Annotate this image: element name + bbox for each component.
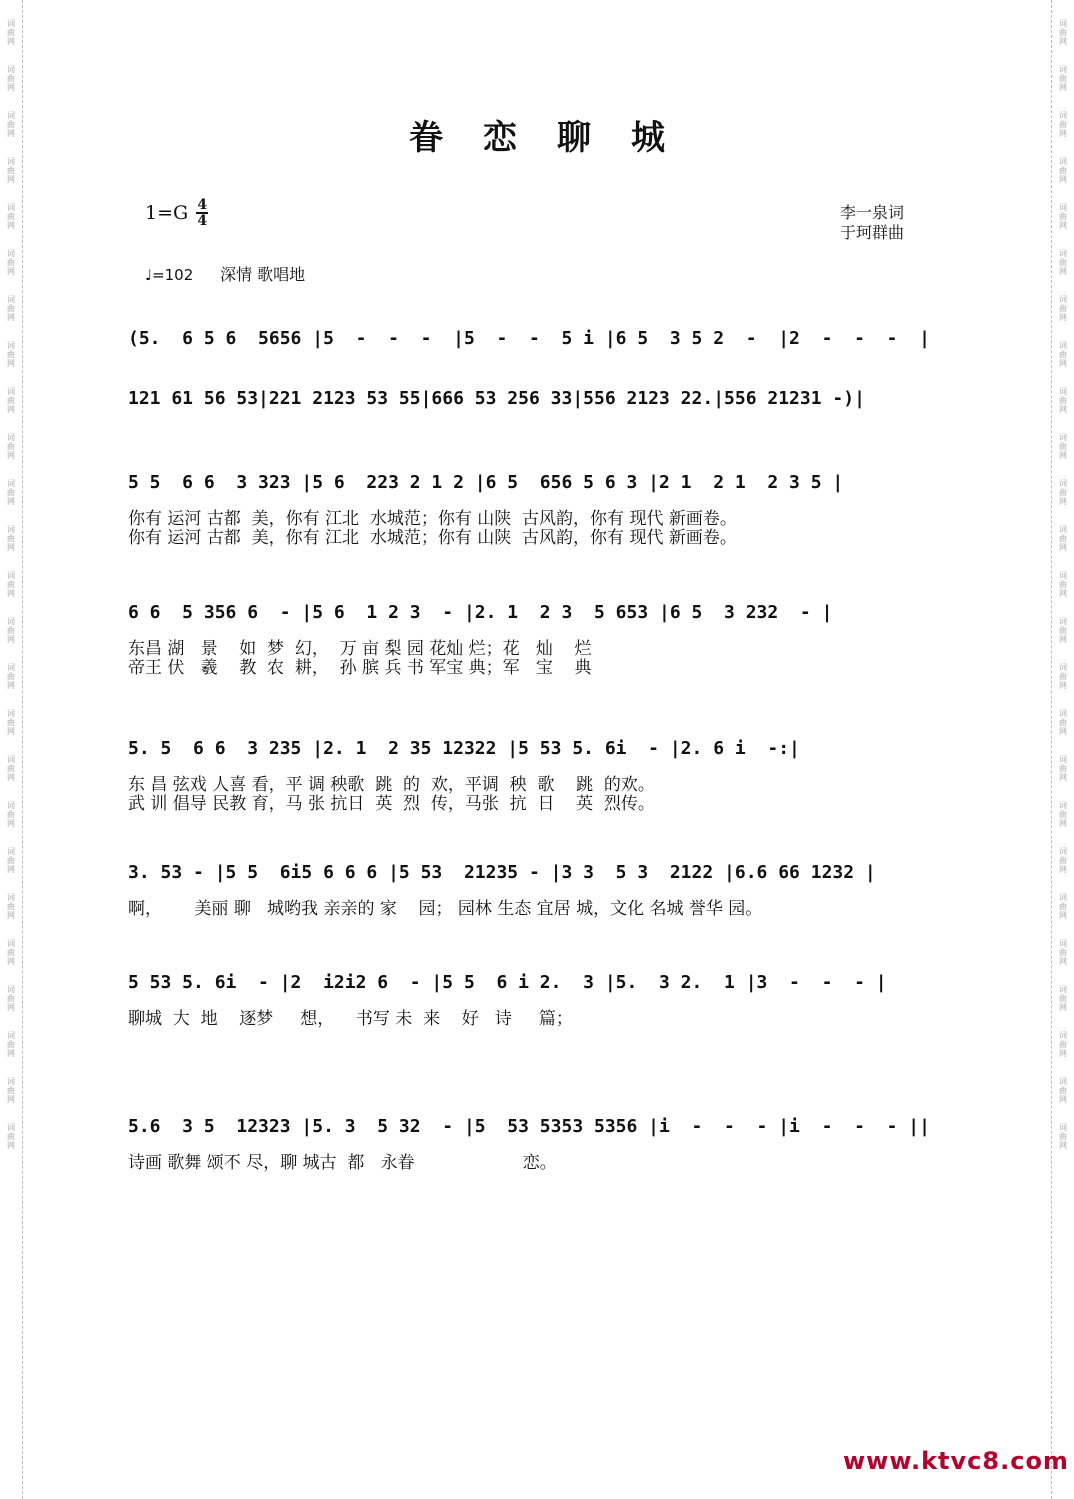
watermark-text: 词曲网 — [1059, 939, 1067, 966]
watermark-text: 词曲网 — [7, 1077, 15, 1104]
score-system — [128, 970, 948, 1029]
watermark-text: 词曲网 — [1059, 525, 1067, 552]
song-title: 眷恋聊城 — [409, 118, 705, 158]
lyric-line: 诗画 歌舞 颂不 尽，聊 城古 都 永眷 恋。 — [128, 1153, 557, 1173]
watermark-text: 词曲网 — [1059, 203, 1067, 230]
key-tonic: 1=G — [145, 202, 189, 224]
watermark-text: 词曲网 — [1059, 893, 1067, 920]
time-bottom: 4 — [197, 213, 208, 229]
lyric-line: 东 昌 弦戏 人喜 看，平 调 秧歌 跳 的 欢，平调 秧 歌 跳 的欢。 — [128, 775, 655, 795]
watermark-text: 词曲网 — [7, 985, 15, 1012]
score-system — [128, 860, 948, 919]
credits — [840, 203, 904, 243]
watermark-text: 词曲网 — [1059, 157, 1067, 184]
watermark-text: 词曲网 — [7, 801, 15, 828]
notation-line: 5. 5 6 6 3 235 |2. 1 2 35 12322 |5 53 5. 6i - |2. 6 i -:| — [128, 738, 800, 759]
watermark-text: 词曲网 — [1059, 801, 1067, 828]
lyricist: 李一泉词 — [840, 203, 905, 222]
watermark-text: 词曲网 — [7, 571, 15, 598]
watermark-text: 词曲网 — [1059, 19, 1067, 46]
tempo-bpm: ♩=102 — [145, 266, 194, 284]
lyric-line: 东昌 湖 景 如 梦 幻， 万 亩 梨 园 花灿 烂；花 灿 烂 — [128, 639, 592, 659]
watermark-text: 词曲网 — [1059, 249, 1067, 276]
watermark-text: 词曲网 — [1059, 755, 1067, 782]
score-system — [128, 470, 948, 548]
composer: 于珂群曲 — [840, 223, 905, 242]
notation-line: 5 5 6 6 3 323 |5 6 223 2 1 2 |6 5 656 5 6 3 |2 1 2 1 2 3 5 | — [128, 472, 844, 493]
watermark-text: 词曲网 — [7, 1031, 15, 1058]
watermark-text: 词曲网 — [7, 755, 15, 782]
watermark-text: 词曲网 — [1059, 571, 1067, 598]
watermark-text: 词曲网 — [1059, 1077, 1067, 1104]
tempo-mood: 深情 歌唱地 — [220, 265, 306, 284]
watermark-text: 词曲网 — [7, 847, 15, 874]
watermark-text: 词曲网 — [1059, 387, 1067, 414]
time-signature — [196, 198, 208, 228]
watermark-text: 词曲网 — [1059, 479, 1067, 506]
watermark-text: 词曲网 — [7, 525, 15, 552]
tempo-marking — [145, 262, 305, 285]
watermark-text: 词曲网 — [1059, 847, 1067, 874]
footer-site: www.ktvc8.com — [843, 1447, 1069, 1475]
lyric-line: 聊城 大 地 逐梦 想， 书写 未 来 好 诗 篇； — [128, 1009, 573, 1029]
left-watermark-strip — [0, 0, 23, 1499]
watermark-text: 词曲网 — [7, 479, 15, 506]
watermark-text: 词曲网 — [1059, 663, 1067, 690]
watermark-text: 词曲网 — [7, 387, 15, 414]
notation-line: 5 53 5. 6i - |2 i2i2 6 - |5 5 6 i 2. 3 |5. 3 2. 1 |3 - - - | — [128, 972, 887, 993]
notation-line: 3. 53 - |5 5 6i5 6 6 6 |5 53 21235 - |3 3 5 3 2122 |6.6 66 1232 | — [128, 862, 876, 883]
watermark-text: 词曲网 — [1059, 1031, 1067, 1058]
watermark-text: 词曲网 — [1059, 1123, 1067, 1150]
lyric-line: 武 训 倡导 民教 育，马 张 抗日 英 烈 传，马张 抗 日 英 烈传。 — [128, 794, 655, 814]
time-top: 4 — [197, 197, 208, 213]
watermark-text: 词曲网 — [1059, 111, 1067, 138]
watermark-text: 词曲网 — [1059, 341, 1067, 368]
lyric-line: 你有 运河 古都 美，你有 江北 水城范；你有 山陕 古风韵，你有 现代 新画卷。 — [128, 528, 737, 548]
lyric-line: 你有 运河 古都 美，你有 江北 水城范；你有 山陕 古风韵，你有 现代 新画卷。 — [128, 509, 737, 529]
watermark-text: 词曲网 — [7, 939, 15, 966]
notation-line: 6 6 5 356 6 - |5 6 1 2 3 - |2. 1 2 3 5 653 |6 5 3 232 - | — [128, 602, 833, 623]
watermark-text: 词曲网 — [7, 1123, 15, 1150]
watermark-text: 词曲网 — [7, 617, 15, 644]
lyric-line: 帝王 伏 羲 教 农 耕， 孙 膑 兵 书 军宝 典；军 宝 典 — [128, 658, 592, 678]
watermark-text: 词曲网 — [1059, 433, 1067, 460]
watermark-text: 词曲网 — [7, 341, 15, 368]
notation-line: 121 61 56 53|221 2123 53 55|666 53 256 33|556 2123 22.|556 21231 -)| — [128, 388, 865, 409]
watermark-text: 词曲网 — [7, 249, 15, 276]
watermark-text: 词曲网 — [7, 111, 15, 138]
watermark-text: 词曲网 — [7, 19, 15, 46]
watermark-text: 词曲网 — [1059, 617, 1067, 644]
watermark-text: 词曲网 — [1059, 709, 1067, 736]
watermark-text: 词曲网 — [7, 295, 15, 322]
score-system — [128, 386, 948, 426]
lyric-line: 啊， 美丽 聊 城哟我 亲亲的 家 园； 园林 生态 宜居 城，文化 名城 誉华 园。 — [128, 899, 763, 919]
watermark-text: 词曲网 — [7, 709, 15, 736]
right-watermark-strip — [1051, 0, 1074, 1499]
notation-line: (5. 6 5 6 5656 |5 - - - |5 - - 5 i |6 5 3 5 2 - |2 - - - | — [128, 328, 930, 349]
score-system — [128, 326, 948, 366]
watermark-text: 词曲网 — [1059, 65, 1067, 92]
key-signature — [145, 198, 208, 228]
watermark-text: 词曲网 — [1059, 985, 1067, 1012]
watermark-text: 词曲网 — [7, 663, 15, 690]
watermark-text: 词曲网 — [7, 65, 15, 92]
score-system — [128, 600, 948, 678]
notation-line: 5.6 3 5 12323 |5. 3 5 32 - |5 53 5353 5356 |i - - - |i - - - || — [128, 1116, 930, 1137]
watermark-text: 词曲网 — [7, 433, 15, 460]
watermark-text: 词曲网 — [7, 203, 15, 230]
watermark-text: 词曲网 — [7, 157, 15, 184]
score-system — [128, 736, 948, 814]
watermark-text: 词曲网 — [7, 893, 15, 920]
watermark-text: 词曲网 — [1059, 295, 1067, 322]
score-system — [128, 1114, 948, 1173]
